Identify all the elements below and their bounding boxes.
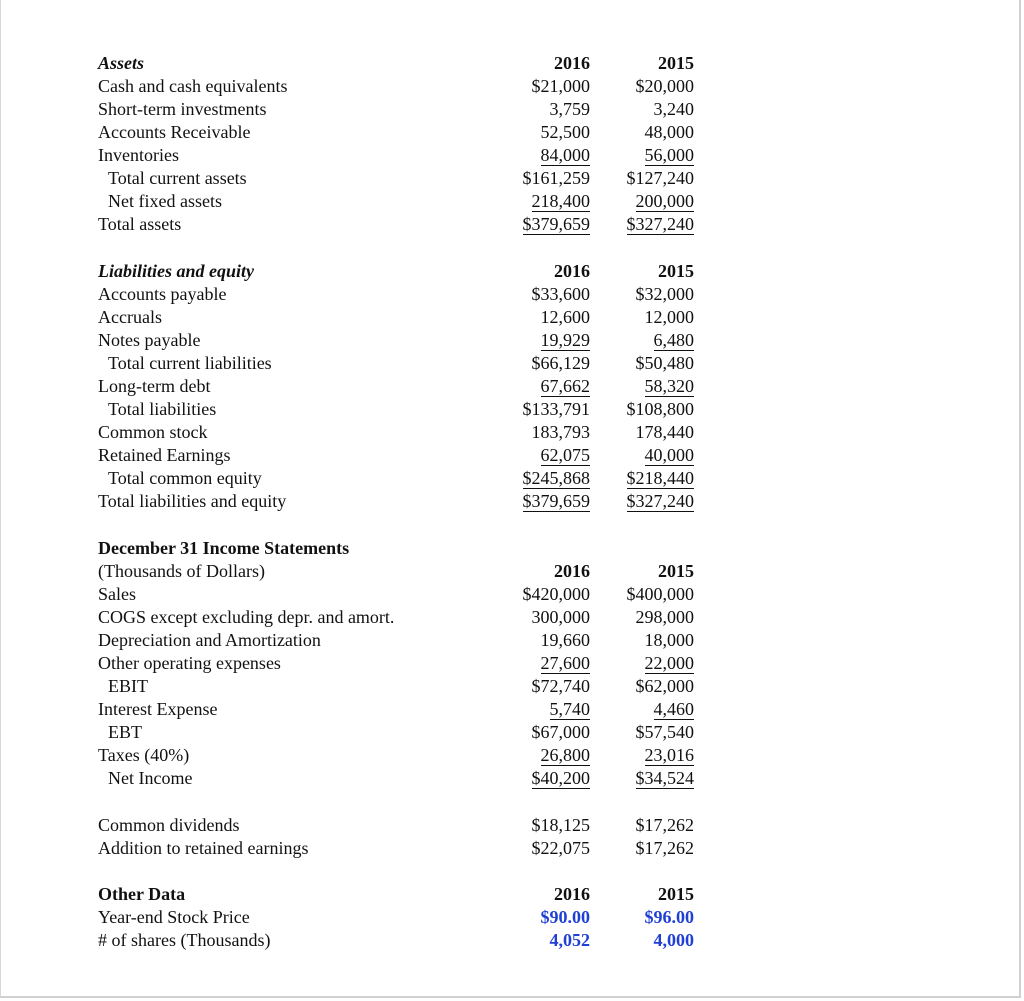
value-2015: $62,000 <box>635 676 694 696</box>
value-2015: 4,000 <box>653 930 694 950</box>
row-label: Accounts Receivable <box>98 122 251 142</box>
value-2016: $72,740 <box>531 676 590 696</box>
value-2015: $327,240 <box>626 214 694 234</box>
liabilities-section <box>0 260 1024 513</box>
value-2016: 62,075 <box>540 445 590 465</box>
value-2016: 4,052 <box>549 930 590 950</box>
value-2016: $18,125 <box>531 815 590 835</box>
row-label: Sales <box>98 584 136 604</box>
table-row <box>0 767 1024 790</box>
table-row <box>0 721 1024 744</box>
table-row <box>0 837 1024 860</box>
value-2016: $22,075 <box>531 838 590 858</box>
assets-section <box>0 52 1024 236</box>
value-2016: 67,662 <box>540 376 590 396</box>
table-row <box>0 583 1024 606</box>
row-label: Net Income <box>108 768 193 788</box>
row-label: Total common equity <box>108 468 262 488</box>
row-label: Net fixed assets <box>108 191 222 211</box>
value-2015: 3,240 <box>653 99 694 119</box>
row-label: Depreciation and Amortization <box>98 630 321 650</box>
value-2015: $218,440 <box>626 468 694 488</box>
value-2016: $90.00 <box>540 907 590 927</box>
value-2015: 56,000 <box>644 145 694 165</box>
table-row <box>0 98 1024 121</box>
table-row <box>0 398 1024 421</box>
liabilities-year-2016: 2016 <box>554 261 590 281</box>
liabilities-heading: Liabilities and equity <box>98 261 254 281</box>
value-2015: 4,460 <box>653 699 694 719</box>
value-2015: $17,262 <box>635 815 694 835</box>
row-label: Notes payable <box>98 330 201 350</box>
table-row <box>0 213 1024 236</box>
row-label: Cash and cash equivalents <box>98 76 288 96</box>
value-2016: 52,500 <box>540 122 590 142</box>
value-2015: $400,000 <box>626 584 694 604</box>
row-label: Accounts payable <box>98 284 227 304</box>
table-row <box>0 652 1024 675</box>
table-row <box>0 75 1024 98</box>
value-2016: $133,791 <box>522 399 590 419</box>
value-2015: 23,016 <box>644 745 694 765</box>
other-year-2016: 2016 <box>554 884 590 904</box>
row-label: Common dividends <box>98 815 240 835</box>
value-2015: $127,240 <box>626 168 694 188</box>
value-2015: $34,524 <box>635 768 694 788</box>
value-2015: 58,320 <box>644 376 694 396</box>
income-year-2015: 2015 <box>658 561 694 581</box>
table-row <box>0 421 1024 444</box>
income-year-2016: 2016 <box>554 561 590 581</box>
value-2015: $57,540 <box>635 722 694 742</box>
table-row <box>0 190 1024 213</box>
value-2016: 218,400 <box>531 191 590 211</box>
value-2016: 12,600 <box>540 307 590 327</box>
row-label: Total liabilities and equity <box>98 491 287 511</box>
row-label: Total current liabilities <box>108 353 272 373</box>
income-subheading-row <box>0 560 1024 583</box>
value-2015: 22,000 <box>644 653 694 673</box>
other-year-2015: 2015 <box>658 884 694 904</box>
value-2016: $379,659 <box>522 214 590 234</box>
table-row <box>0 906 1024 929</box>
row-label: EBT <box>108 722 142 742</box>
table-row <box>0 167 1024 190</box>
value-2016: 19,660 <box>540 630 590 650</box>
income-section <box>0 537 1024 790</box>
table-row <box>0 306 1024 329</box>
table-row <box>0 675 1024 698</box>
row-label: Short-term investments <box>98 99 267 119</box>
table-row <box>0 629 1024 652</box>
value-2015: 298,000 <box>635 607 694 627</box>
assets-year-2015: 2015 <box>658 53 694 73</box>
row-label: Long-term debt <box>98 376 211 396</box>
value-2016: $161,259 <box>522 168 590 188</box>
value-2016: $245,868 <box>522 468 590 488</box>
row-label: Addition to retained earnings <box>98 838 309 858</box>
value-2015: $327,240 <box>626 491 694 511</box>
value-2015: $32,000 <box>635 284 694 304</box>
table-row <box>0 698 1024 721</box>
value-2016: 26,800 <box>540 745 590 765</box>
other-header-row <box>0 883 1024 906</box>
table-row <box>0 929 1024 952</box>
row-label: EBIT <box>108 676 148 696</box>
liabilities-year-2015: 2015 <box>658 261 694 281</box>
table-row <box>0 329 1024 352</box>
value-2016: $40,200 <box>531 768 590 788</box>
dividends-section <box>0 814 1024 860</box>
other-heading: Other Data <box>98 884 186 904</box>
value-2015: $20,000 <box>635 76 694 96</box>
table-row <box>0 744 1024 767</box>
other-data-section <box>0 883 1024 952</box>
assets-header-row <box>0 52 1024 75</box>
row-label: Other operating expenses <box>98 653 281 673</box>
value-2015: 12,000 <box>644 307 694 327</box>
value-2015: $50,480 <box>635 353 694 373</box>
value-2015: 6,480 <box>653 330 694 350</box>
row-label: Total assets <box>98 214 182 234</box>
value-2016: 300,000 <box>531 607 590 627</box>
income-subheading: (Thousands of Dollars) <box>98 561 265 581</box>
row-label: Year-end Stock Price <box>98 907 250 927</box>
row-label: Inventories <box>98 145 179 165</box>
income-heading-row <box>0 537 1024 560</box>
row-label: Total current assets <box>108 168 247 188</box>
value-2016: $420,000 <box>522 584 590 604</box>
value-2016: 5,740 <box>549 699 590 719</box>
value-2015: $17,262 <box>635 838 694 858</box>
value-2016: $21,000 <box>531 76 590 96</box>
row-label: Accruals <box>98 307 162 327</box>
assets-year-2016: 2016 <box>554 53 590 73</box>
row-label: Taxes (40%) <box>98 745 190 765</box>
row-label: Retained Earnings <box>98 445 231 465</box>
value-2016: 84,000 <box>540 145 590 165</box>
table-row <box>0 352 1024 375</box>
income-heading: December 31 Income Statements <box>98 538 350 558</box>
value-2016: 3,759 <box>549 99 590 119</box>
value-2016: $33,600 <box>531 284 590 304</box>
value-2015: 18,000 <box>644 630 694 650</box>
liabilities-header-row <box>0 260 1024 283</box>
row-label: # of shares (Thousands) <box>98 930 271 950</box>
value-2015: 48,000 <box>644 122 694 142</box>
table-row <box>0 814 1024 837</box>
table-row <box>0 375 1024 398</box>
value-2016: $67,000 <box>531 722 590 742</box>
table-row <box>0 606 1024 629</box>
value-2016: $379,659 <box>522 491 590 511</box>
value-2015: 200,000 <box>635 191 694 211</box>
table-row <box>0 144 1024 167</box>
table-row <box>0 490 1024 513</box>
value-2016: 183,793 <box>531 422 590 442</box>
value-2015: $96.00 <box>644 907 694 927</box>
value-2016: 19,929 <box>540 330 590 350</box>
value-2015: 178,440 <box>635 422 694 442</box>
row-label: Interest Expense <box>98 699 218 719</box>
value-2016: 27,600 <box>540 653 590 673</box>
value-2016: $66,129 <box>531 353 590 373</box>
assets-heading: Assets <box>98 53 145 73</box>
table-row <box>0 467 1024 490</box>
table-row <box>0 121 1024 144</box>
row-label: Total liabilities <box>108 399 217 419</box>
row-label: Common stock <box>98 422 208 442</box>
table-row <box>0 444 1024 467</box>
table-row <box>0 283 1024 306</box>
value-2015: $108,800 <box>626 399 694 419</box>
row-label: COGS except excluding depr. and amort. <box>98 607 395 627</box>
value-2015: 40,000 <box>644 445 694 465</box>
